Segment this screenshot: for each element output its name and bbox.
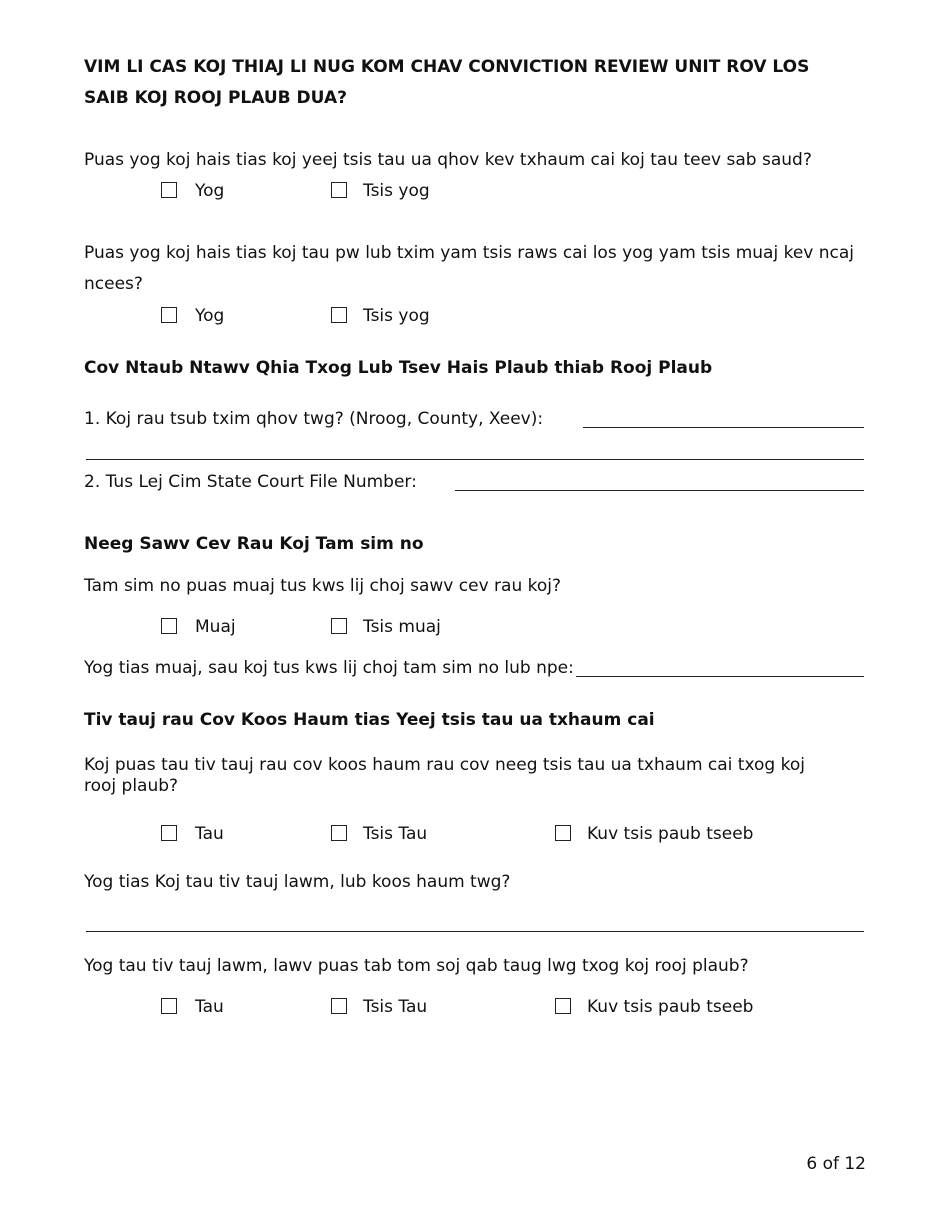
q2-yes-checkbox[interactable] [161, 307, 177, 323]
lawyer-yes-label: Muaj [195, 617, 236, 637]
q1-yes-label: Yog [195, 181, 225, 201]
page-heading-line-2: SAIB KOJ ROOJ PLAUB DUA? [84, 88, 347, 108]
question-which-org: Yog tias Koj tau tiv tauj lawm, lub koos haum twg? [84, 872, 511, 892]
investigating-unsure-label: Kuv tsis paub tseeb [587, 997, 754, 1017]
contacted-yes-label: Tau [195, 824, 224, 844]
conviction-location-field[interactable] [583, 427, 864, 428]
q2-no-label: Tsis yog [363, 306, 430, 326]
lawyer-no-checkbox[interactable] [331, 618, 347, 634]
lawyer-no-label: Tsis muaj [363, 617, 441, 637]
q1-no-label: Tsis yog [363, 181, 430, 201]
section-court-case-info-title: Cov Ntaub Ntawv Qhia Txog Lub Tsev Hais Plaub thiab Rooj Plaub [84, 358, 713, 378]
lawyer-yes-checkbox[interactable] [161, 618, 177, 634]
q1-no-checkbox[interactable] [331, 182, 347, 198]
contacted-no-label: Tsis Tau [363, 824, 428, 844]
page-heading-line-1: VIM LI CAS KOJ THIAJ LI NUG KOM CHAV CONVICTION REVIEW UNIT ROV LOS [84, 57, 810, 77]
q1-yes-checkbox[interactable] [161, 182, 177, 198]
court-file-number-field[interactable] [455, 490, 864, 491]
which-org-field[interactable] [86, 931, 864, 932]
question-contacted-orgs-line-1: Koj puas tau tiv tauj rau cov koos haum rau cov neeg tsis tau ua txhaum cai txog koj [84, 755, 805, 775]
investigating-no-checkbox[interactable] [331, 998, 347, 1014]
section-representation-title: Neeg Sawv Cev Rau Koj Tam sim no [84, 534, 424, 554]
investigating-yes-label: Tau [195, 997, 224, 1017]
question-has-lawyer: Tam sim no puas muaj tus kws lij choj sawv cev rau koj? [84, 576, 562, 596]
lawyer-name-field[interactable] [576, 676, 864, 677]
section-innocence-orgs-title: Tiv tauj rau Cov Koos Haum tias Yeej tsis tau ua txhaum cai [84, 710, 655, 730]
question-contacted-orgs-line-2: rooj plaub? [84, 776, 179, 796]
question-org-investigating: Yog tau tiv tauj lawm, lawv puas tab tom soj qab taug lwg txog koj rooj plaub? [84, 956, 749, 976]
q2-yes-label: Yog [195, 306, 225, 326]
page-number: 6 of 12 [806, 1154, 866, 1174]
investigating-yes-checkbox[interactable] [161, 998, 177, 1014]
item-conviction-location: 1. Koj rau tsub txim qhov twg? (Nroog, County, Xeev): [84, 409, 544, 429]
question-innocence: Puas yog koj hais tias koj yeej tsis tau ua qhov kev txhaum cai koj tau teev sab saud? [84, 150, 812, 170]
question-unfair-sentence-line-1: Puas yog koj hais tias koj tau pw lub txim yam tsis raws cai los yog yam tsis muaj kev ncaj [84, 243, 855, 263]
item-court-file-number: 2. Tus Lej Cim State Court File Number: [84, 472, 417, 492]
q2-no-checkbox[interactable] [331, 307, 347, 323]
question-unfair-sentence-line-2: ncees? [84, 274, 143, 294]
lawyer-name-prompt: Yog tias muaj, sau koj tus kws lij choj tam sim no lub npe: [84, 658, 574, 678]
conviction-location-field-continued[interactable] [86, 459, 864, 460]
contacted-yes-checkbox[interactable] [161, 825, 177, 841]
contacted-unsure-label: Kuv tsis paub tseeb [587, 824, 754, 844]
contacted-unsure-checkbox[interactable] [555, 825, 571, 841]
contacted-no-checkbox[interactable] [331, 825, 347, 841]
investigating-no-label: Tsis Tau [363, 997, 428, 1017]
investigating-unsure-checkbox[interactable] [555, 998, 571, 1014]
